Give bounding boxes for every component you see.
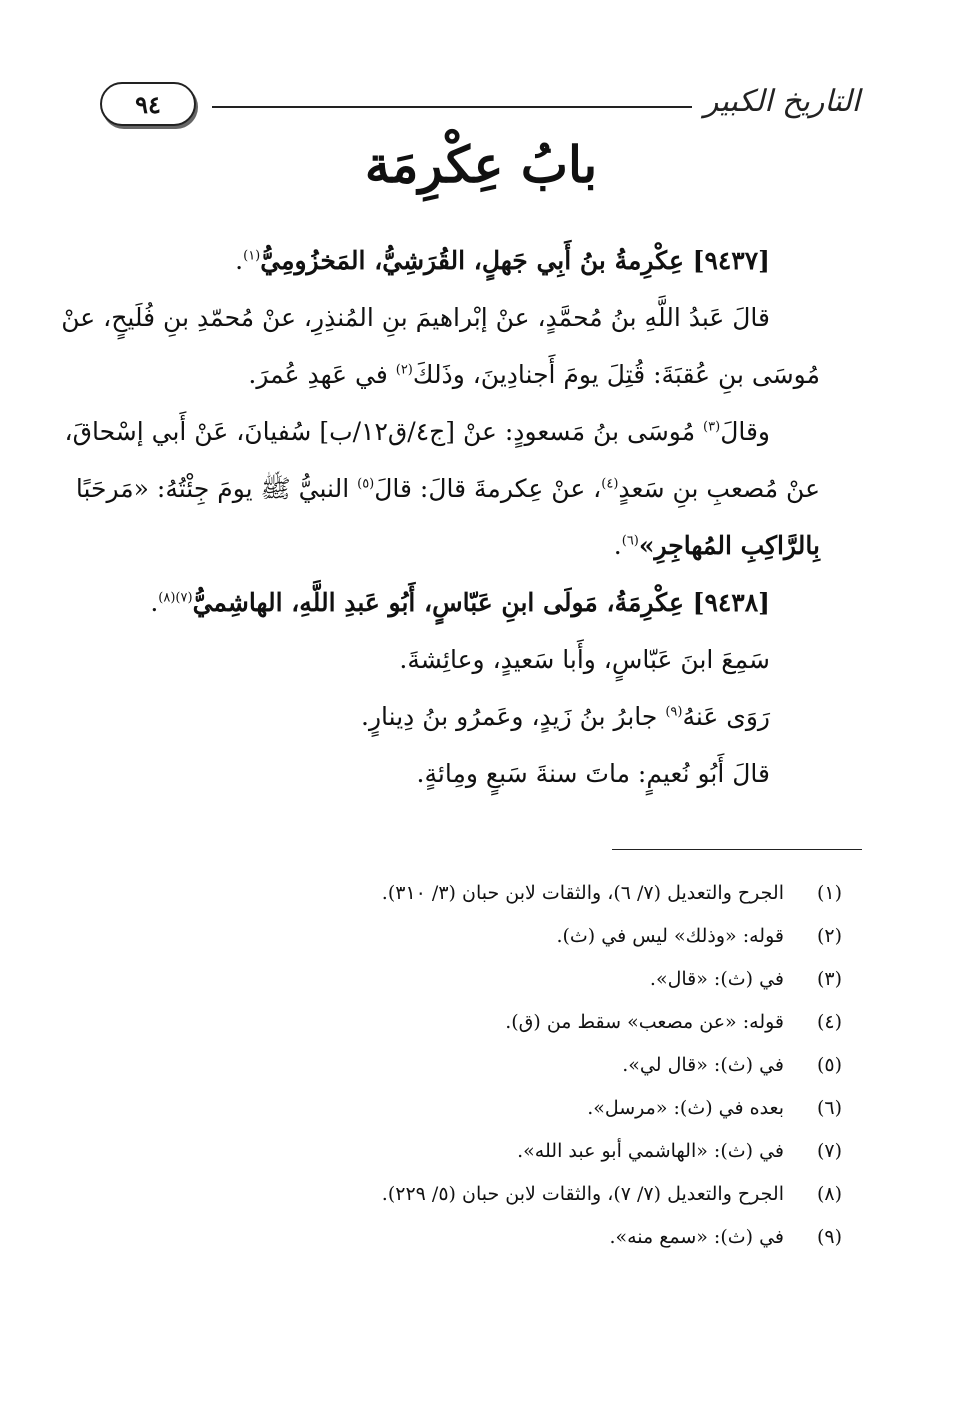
footnote-number: (٧) <box>816 1140 842 1162</box>
chapter-title: بابُ عِكْرِمَة <box>364 135 598 194</box>
footnote-text: قوله: «عن مصعب» سقط من (ق). <box>505 1011 784 1033</box>
text-run: النبيُّ ﷺ يومَ جِئْتُهُ: «مَرحَبًا <box>75 474 358 503</box>
paragraph-line <box>100 346 820 403</box>
body-text <box>61 232 820 802</box>
footnote-ref[interactable]: (٧)(٨) <box>158 590 193 606</box>
footnote-number: (٢) <box>816 925 842 947</box>
paragraph-line <box>64 403 820 460</box>
text-run: جابرُ بنُ زَيدٍ، وعَمرُو بنُ دِينارٍ. <box>361 702 666 731</box>
entry-heading-text: [٩٤٣٧] عِكْرِمةُ بنُ أَبِي جَهلٍ، القُرَشِيُّ، المَخزُومِيُّ <box>260 246 770 275</box>
footnote-text: بعده في (ث): «مرسل». <box>587 1097 784 1119</box>
footnote-number: (٥) <box>816 1054 842 1076</box>
footnote-item <box>100 872 842 915</box>
text-run: عنْ مُصعبِ بنِ سَعدٍ <box>618 474 820 503</box>
footnote-ref[interactable]: (٢) <box>395 362 413 378</box>
text-run: . <box>613 531 622 560</box>
period: . <box>235 246 244 275</box>
entry-heading-9438 <box>100 574 820 631</box>
text-run: بِالرَّاكِبِ المُهاجِرِ» <box>638 531 820 560</box>
footnote-ref[interactable]: (٣) <box>703 419 721 435</box>
footnote-item <box>100 1001 842 1044</box>
paragraph-line: سَمِعَ ابنَ عَبّاسٍ، وأَبا سَعيدٍ، وعائِشةَ. <box>399 645 770 674</box>
paragraph-line: قالَ أَبُو نُعيمٍ: ماتَ سنةَ سَبعٍ ومِائةٍ. <box>416 759 770 788</box>
header-rule <box>212 106 692 108</box>
footnote-item <box>100 1130 842 1173</box>
footnote-number: (٦) <box>816 1097 842 1119</box>
footnote-item <box>100 915 842 958</box>
footnote-ref[interactable]: (٤) <box>601 476 619 492</box>
text-run: في عَهدِ عُمرَ. <box>248 360 396 389</box>
footnote-item <box>100 958 842 1001</box>
footnote-item <box>100 1216 842 1259</box>
paragraph-line: قالَ عَبدُ اللَّهِ بنُ مُحمَّدٍ، عنْ إبْراهيمَ بنِ المُنذِرِ، عنْ مُحمّدِ بنِ فُلَيحٍ، عنْ <box>61 303 770 332</box>
paragraph-line <box>100 517 820 574</box>
entry-heading-9437 <box>100 232 820 289</box>
text-run: ، عنْ عِكرمةَ قالَ: قالَ <box>374 474 602 503</box>
entry-heading-text: [٩٤٣٨] عِكْرِمَةُ، مَولَى ابنِ عَبّاسٍ، أَبُو عَبدِ اللَّهِ، الهاشِميُّ <box>192 588 770 617</box>
footnote-text: في (ث): «سمع منه». <box>609 1226 784 1248</box>
paragraph-line <box>100 688 820 745</box>
footnotes <box>100 872 842 1259</box>
footnote-number: (٣) <box>816 968 842 990</box>
footnote-text: في (ث): «الهاشمي أبو عبد الله». <box>517 1140 784 1162</box>
running-header <box>100 82 860 132</box>
footnote-number: (٨) <box>816 1183 842 1205</box>
book-title: التاريخ الكبير <box>703 84 860 119</box>
footnote-separator <box>612 849 862 850</box>
page-number-badge <box>100 82 196 126</box>
footnote-text: في (ث): «قال». <box>649 968 784 990</box>
footnote-text: في (ث): «قال لي». <box>622 1054 784 1076</box>
text-run: مُوسَى بنُ مَسعودٍ: عنْ [ج٤/ق١٢/ب] سُفيانَ، عَنْ أَبي إسْحاقَ، <box>64 417 704 446</box>
paragraph-line <box>75 460 820 517</box>
footnote-item <box>100 1044 842 1087</box>
footnote-number: (٩) <box>816 1226 842 1248</box>
text-run: وقالَ <box>720 417 770 446</box>
footnote-ref[interactable]: (٦) <box>621 533 639 549</box>
footnote-ref[interactable]: (١) <box>243 248 261 264</box>
footnote-text: الجرح والتعديل (٧/ ٧)، والثقات لابن حبان (٥/ ٢٢٩). <box>381 1183 784 1205</box>
period: . <box>150 588 159 617</box>
footnote-ref[interactable]: (٥) <box>357 476 375 492</box>
footnote-item <box>100 1087 842 1130</box>
text-run: مُوسَى بنِ عُقبَةَ: قُتِلَ يومَ أَجنادِينَ، وذَلكَ <box>412 360 820 389</box>
footnote-ref[interactable]: (٩) <box>665 704 683 720</box>
footnote-text: قوله: «وذلك» ليس في (ث). <box>556 925 784 947</box>
text-run: رَوَى عَنهُ <box>682 702 770 731</box>
footnote-item <box>100 1173 842 1216</box>
page-number: ٩٤ <box>135 89 161 119</box>
footnote-text: الجرح والتعديل (٧/ ٦)، والثقات لابن حبان (٣/ ٣١٠). <box>381 882 784 904</box>
footnote-number: (١) <box>816 882 842 904</box>
footnote-number: (٤) <box>816 1011 842 1033</box>
